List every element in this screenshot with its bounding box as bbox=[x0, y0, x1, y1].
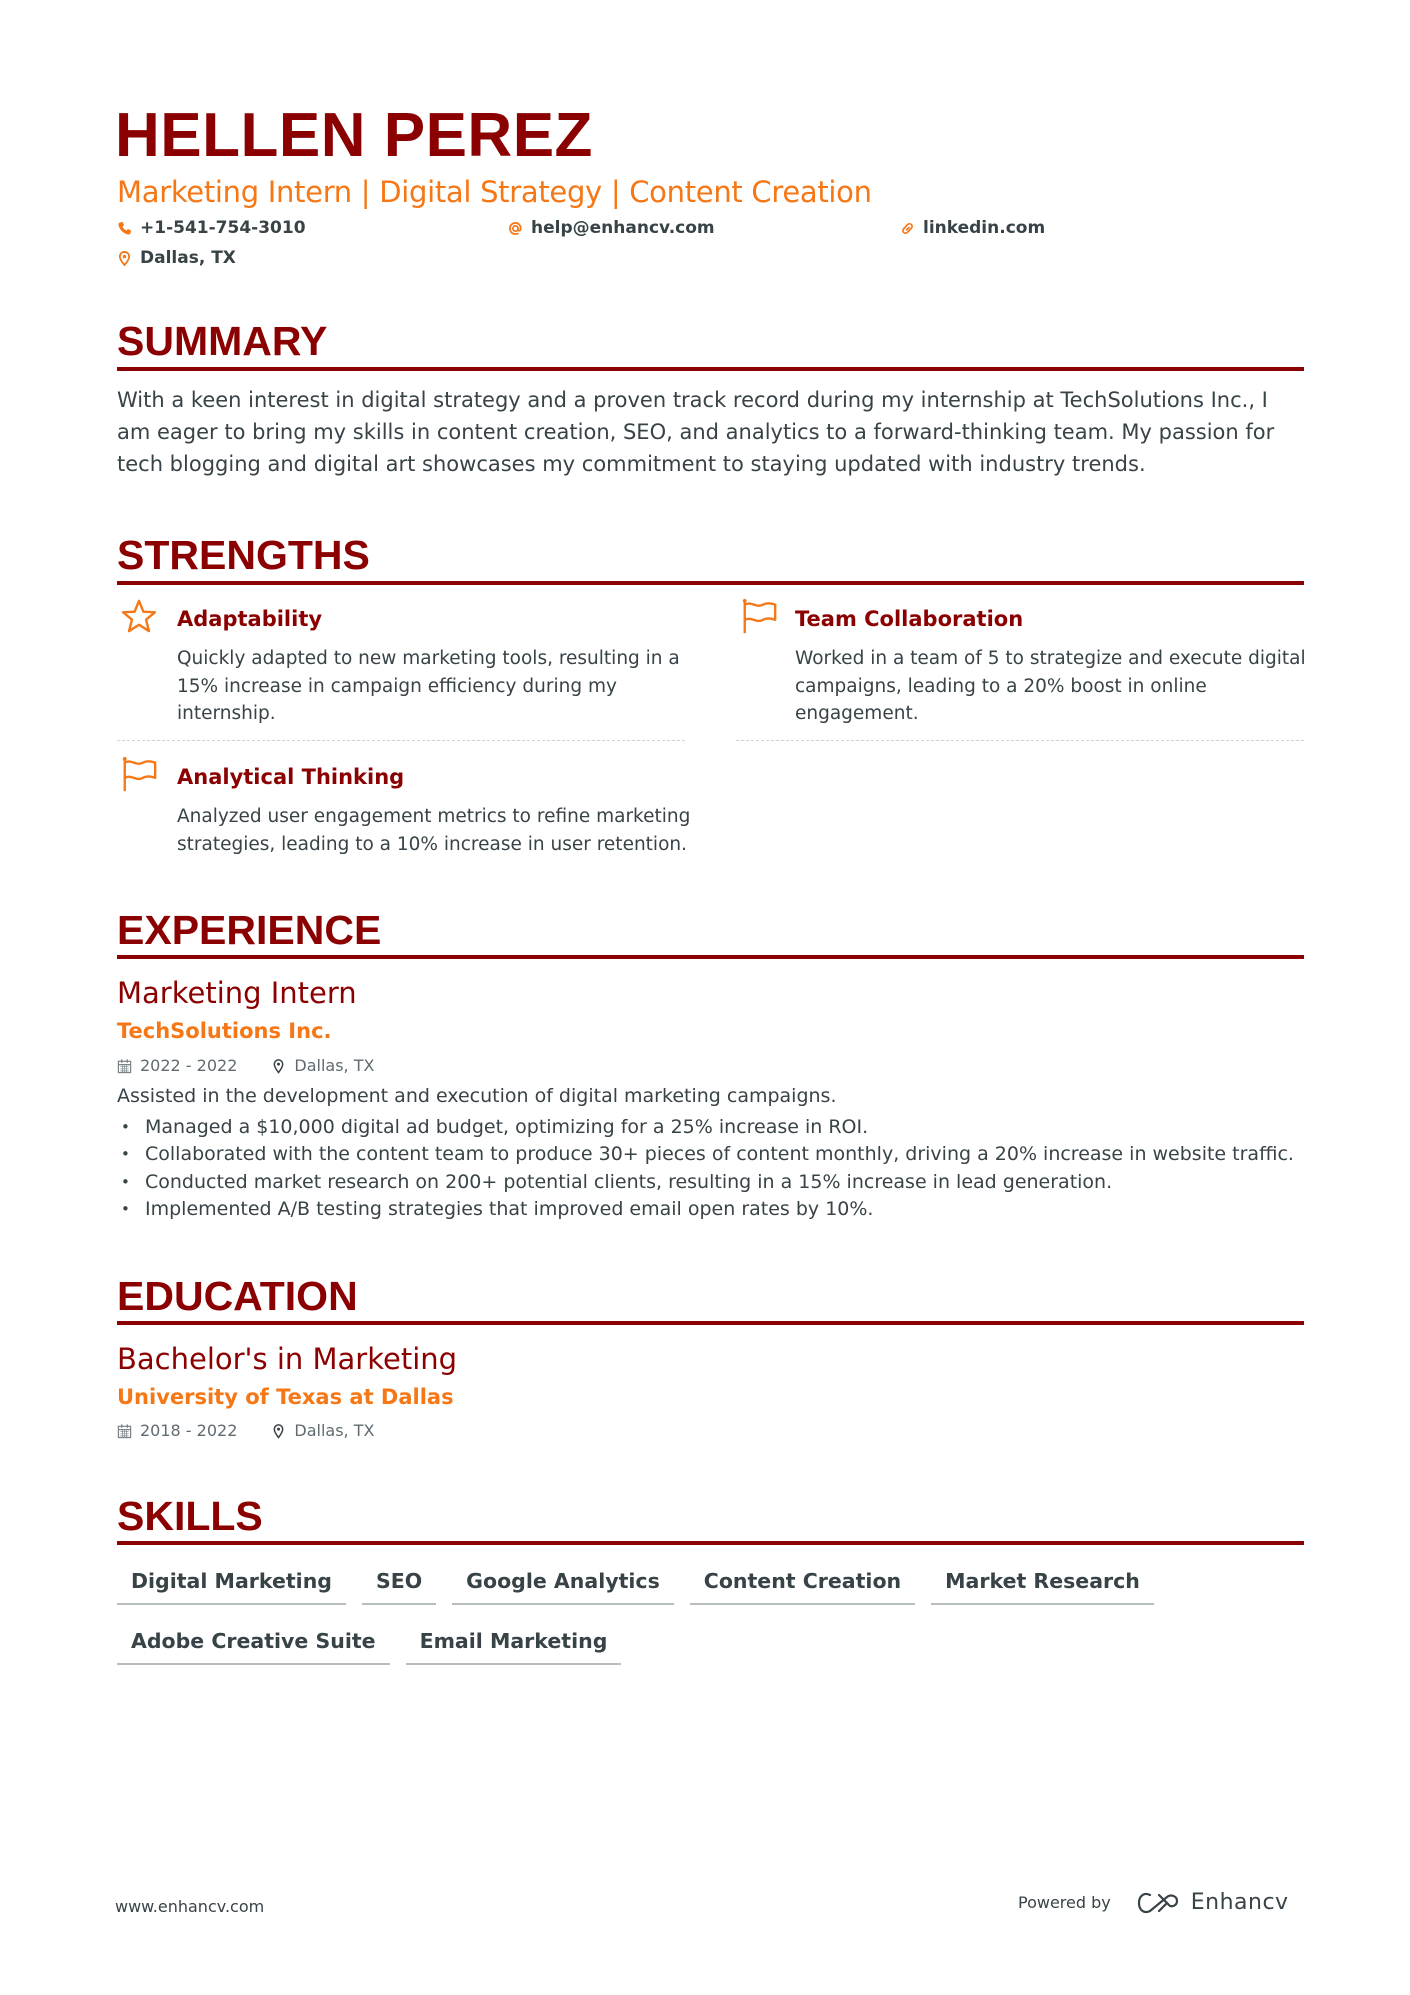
section-divider bbox=[117, 367, 1304, 371]
skill-tag: SEO bbox=[362, 1563, 436, 1605]
section-title-strengths: STRENGTHS bbox=[117, 532, 370, 578]
location-pin-icon bbox=[271, 1423, 286, 1439]
skill-tag: Adobe Creative Suite bbox=[117, 1623, 390, 1665]
section-title-skills: SKILLS bbox=[117, 1493, 263, 1539]
school-name: University of Texas at Dallas bbox=[117, 1385, 454, 1409]
star-icon bbox=[120, 598, 158, 636]
section-divider bbox=[117, 581, 1304, 585]
footer-branding bbox=[1018, 1890, 1289, 1915]
company-name: TechSolutions Inc. bbox=[117, 1019, 332, 1043]
contact-phone bbox=[117, 218, 306, 238]
job-title: Marketing Intern bbox=[117, 976, 357, 1010]
education-meta bbox=[117, 1421, 374, 1440]
skill-tag: Email Marketing bbox=[406, 1623, 622, 1665]
enhancv-logo-icon bbox=[1137, 1891, 1181, 1915]
job-location: Dallas, TX bbox=[294, 1056, 375, 1075]
location-pin-icon bbox=[271, 1058, 286, 1074]
skill-tag: Digital Marketing bbox=[117, 1563, 346, 1605]
job-bullet: • Managed a $10,000 digital ad budget, optimizing for a 25% increase in ROI. bbox=[117, 1114, 1294, 1141]
job-bullet-list bbox=[117, 1114, 1294, 1223]
skill-tag: Google Analytics bbox=[452, 1563, 674, 1605]
degree-title: Bachelor's in Marketing bbox=[117, 1342, 458, 1376]
dashed-divider bbox=[736, 740, 1304, 741]
section-divider bbox=[117, 1541, 1304, 1545]
link-text[interactable]: linkedin.com bbox=[923, 218, 1046, 238]
skill-tag: Market Research bbox=[931, 1563, 1154, 1605]
footer-website[interactable]: www.enhancv.com bbox=[115, 1897, 265, 1916]
section-title-education: EDUCATION bbox=[117, 1273, 358, 1319]
phone-icon bbox=[117, 220, 132, 237]
job-dates: 2022 - 2022 bbox=[140, 1056, 238, 1075]
dashed-divider bbox=[117, 740, 685, 741]
strength-description: Analyzed user engagement metrics to refine marketing strategies, leading to a 10% increase in user retention. bbox=[177, 806, 691, 855]
at-icon bbox=[508, 220, 523, 237]
strength-title: Team Collaboration bbox=[795, 607, 1024, 631]
summary-text: With a keen interest in digital strategy and a proven track record during my internship at TechSolutions Inc., I am eager to bring my skills in content creation, SEO, and analytics to a forward-thinking team. My passion for tech blogging and digital art showcases my commitment to staying updated with industry trends. bbox=[117, 388, 1275, 476]
section-divider bbox=[117, 1321, 1304, 1325]
location-pin-icon bbox=[117, 250, 132, 267]
calendar-icon bbox=[117, 1423, 132, 1439]
skills-list bbox=[117, 1563, 1307, 1665]
powered-by-label: Powered by bbox=[1018, 1893, 1111, 1912]
flag-icon bbox=[120, 756, 158, 794]
job-bullet: • Collaborated with the content team to produce 30+ pieces of content monthly, driving a 20% increase in website traffic. bbox=[117, 1141, 1294, 1168]
job-meta bbox=[117, 1056, 374, 1075]
job-description: Assisted in the development and execution of digital marketing campaigns. bbox=[117, 1085, 837, 1107]
candidate-headline: Marketing Intern | Digital Strategy | Content Creation bbox=[117, 175, 872, 209]
education-dates: 2018 - 2022 bbox=[140, 1421, 238, 1440]
strength-description: Worked in a team of 5 to strategize and execute digital campaigns, leading to a 20% boost in online engagement. bbox=[795, 648, 1306, 724]
job-bullet: • Implemented A/B testing strategies that improved email open rates by 10%. bbox=[117, 1196, 1294, 1223]
strength-title: Analytical Thinking bbox=[177, 765, 405, 789]
location-text: Dallas, TX bbox=[140, 248, 236, 268]
job-bullet: • Conducted market research on 200+ potential clients, resulting in a 15% increase in lead generation. bbox=[117, 1169, 1294, 1196]
section-title-summary: SUMMARY bbox=[117, 318, 328, 364]
skill-tag: Content Creation bbox=[690, 1563, 915, 1605]
flag-icon bbox=[740, 598, 778, 636]
strength-description: Quickly adapted to new marketing tools, resulting in a 15% increase in campaign efficiency during my internship. bbox=[177, 648, 680, 724]
brand-logo[interactable] bbox=[1137, 1890, 1289, 1915]
candidate-name: HELLEN PEREZ bbox=[115, 101, 593, 170]
section-divider bbox=[117, 955, 1304, 959]
contact-location bbox=[117, 248, 236, 268]
strength-title: Adaptability bbox=[177, 607, 323, 631]
email-text[interactable]: help@enhancv.com bbox=[531, 218, 715, 238]
phone-text: +1-541-754-3010 bbox=[140, 218, 306, 238]
brand-name: Enhancv bbox=[1190, 1890, 1289, 1915]
link-icon bbox=[900, 220, 915, 237]
section-title-experience: EXPERIENCE bbox=[117, 907, 382, 953]
contact-email[interactable] bbox=[508, 218, 715, 238]
education-location: Dallas, TX bbox=[294, 1421, 375, 1440]
calendar-icon bbox=[117, 1058, 132, 1074]
contact-link[interactable] bbox=[900, 218, 1045, 238]
